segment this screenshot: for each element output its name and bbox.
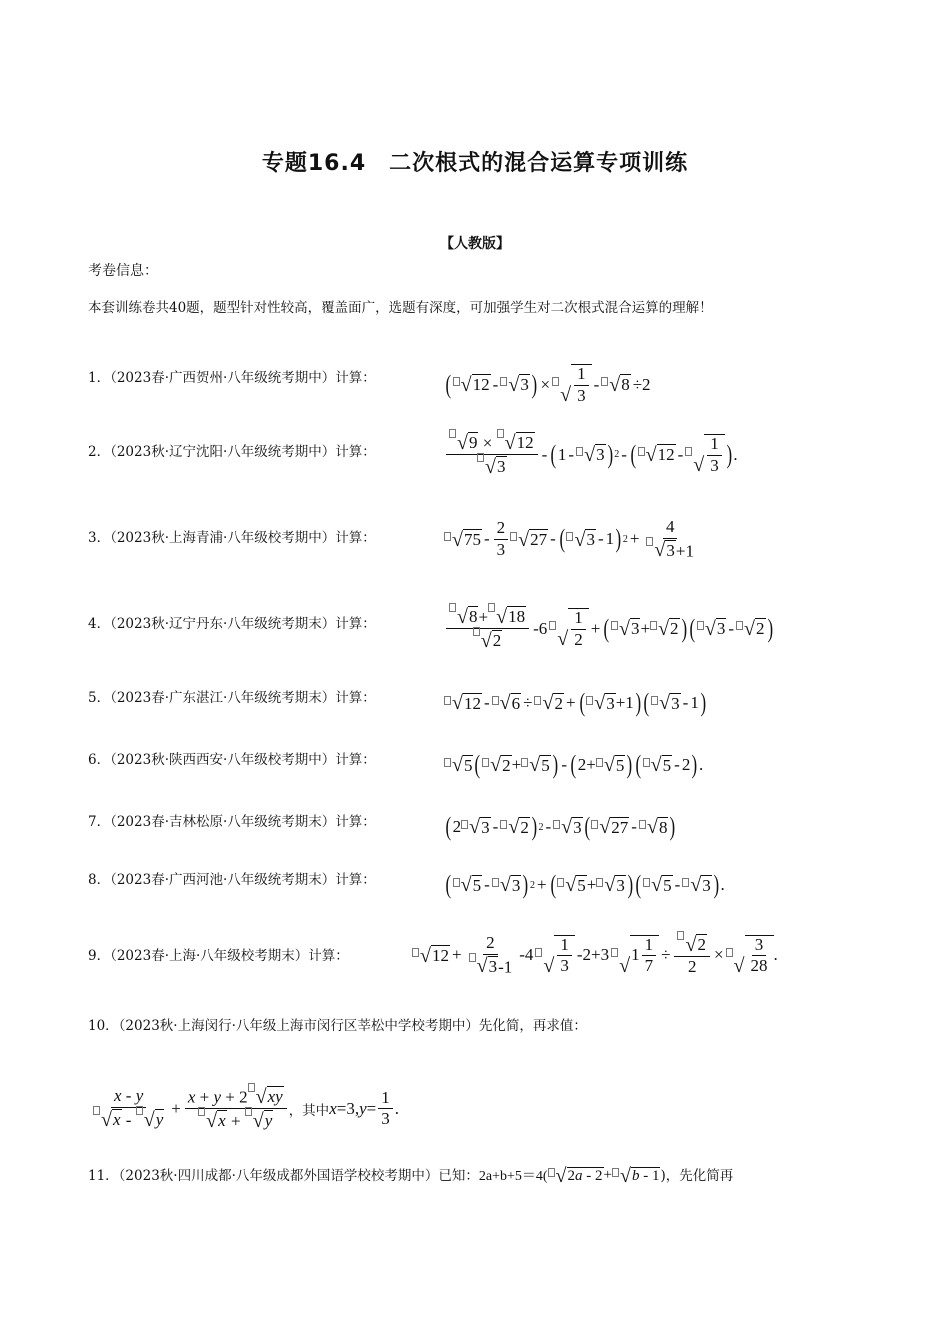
question-7-expression: ( 2 √ 3 - √ 2 ) 2 - √ 3 ( √ 27 - √ 8 ) [445, 812, 676, 841]
question-8 [88, 868, 376, 888]
question-6-expression: √ 5 ( √ 2 + √ 5 ) - ( 2+ √ 5 ) ( √ 5 - 2 ) . [444, 752, 703, 778]
question-3 [88, 526, 376, 546]
question-7-prefix: 7．（2023春·吉林松原·八年级统考期末）计算： [88, 814, 376, 830]
question-11-equation: 2a+b+5＝4( [478, 1169, 548, 1184]
exam-info-description: 本套训练卷共40题，题型针对性较高，覆盖面广，选题有深度，可加强学生对二次根式混合运算的理解！ [88, 300, 713, 316]
edition-label: 【人教版】 [440, 236, 510, 252]
question-6 [88, 748, 376, 768]
question-8-prefix: 8．（2023春·广西河池·八年级统考期末）计算： [88, 872, 376, 888]
question-4 [88, 612, 376, 632]
exam-info-label: 考卷信息： [88, 263, 158, 279]
question-1 [88, 366, 376, 386]
question-5-prefix: 5．（2023春·广东湛江·八年级统考期末）计算： [88, 690, 376, 706]
question-4-prefix: 4．（2023秋·辽宁丹东·八年级统考期末）计算： [88, 616, 376, 632]
question-1-expression: ( √ 12 - √ 3 ) × √ $\frac{1}{3}$ - √ 8 ÷2 [445, 364, 651, 407]
question-11-roots: √ 2a - 2 + √ b - 1 [548, 1166, 661, 1186]
question-1-prefix: 1．（2023春·广西贺州·八年级统考期中）计算： [88, 370, 376, 386]
question-11-suffix: )，先化简再 [660, 1168, 734, 1184]
question-11-prefix: 11．（2023秋·四川成都·八年级成都外国语学校校考期中）已知： [88, 1168, 479, 1184]
question-6-prefix: 6．（2023秋·陕西西安·八年级校考期中）计算： [88, 752, 376, 768]
question-10-prefix: 10．（2023秋·上海闵行·八年级上海市闵行区莘松中学校考期中）先化简，再求值： [88, 1018, 587, 1034]
question-2 [88, 440, 376, 460]
question-2-prefix: 2．（2023秋·辽宁沈阳·八年级统考期中）计算： [88, 444, 376, 460]
question-4-expression: √ 8 + √ 18 √ 2 -6 √ $\frac{1}{2}$ + ( √ 3 + √ 2 ) ( √ 3 - √ 2 ) [444, 606, 774, 651]
question-10-expression: x - y √ x - √ y + x + y + 2 √ xy √ x + √ y ，其中 x =3, y = $\frac{1}{3}$ . [88, 1086, 399, 1131]
question-11 [88, 1164, 733, 1186]
question-10 [88, 1014, 587, 1034]
question-9-expression: √ 12 + 2 √ 3 -1 -4 √ $\frac{1}{3}$ -2+3 √ 1 $\frac{1}{7}$ ÷ √ 2 2 × √ $\frac{3}{28}$ . [412, 934, 778, 977]
question-10-condition-text: ，其中 [288, 1102, 330, 1119]
question-5 [88, 686, 376, 706]
question-9-prefix: 9．（2023春·上海·八年级校考期末）计算： [88, 948, 349, 964]
question-8-expression: ( √ 5 - √ 3 ) 2 + ( √ 5 + √ 3 ) ( √ 5 - √ 3 ) . [445, 870, 725, 899]
question-7 [88, 810, 376, 830]
question-3-expression: √ 75 - $\frac{2}{3}$ √ 27 - ( √ 3 - 1 ) 2 + 4 √ 3 +1 [444, 518, 699, 561]
question-3-prefix: 3．（2023秋·上海青浦·八年级校考期中）计算： [88, 530, 376, 546]
page-title: 专题16.4 二次根式的混合运算专项训练 [261, 151, 689, 176]
question-5-expression: √ 12 - √ 6 ÷ √ 2 + ( √ 3 +1 ) ( √ 3 - 1 ) [444, 690, 707, 716]
question-2-expression: √ 9 × √ 12 √ 3 - ( 1 - √ 3 ) 2 - ( √ 12 - √ $\frac{1}{3}$ ) . [444, 432, 738, 477]
question-9 [88, 944, 349, 964]
